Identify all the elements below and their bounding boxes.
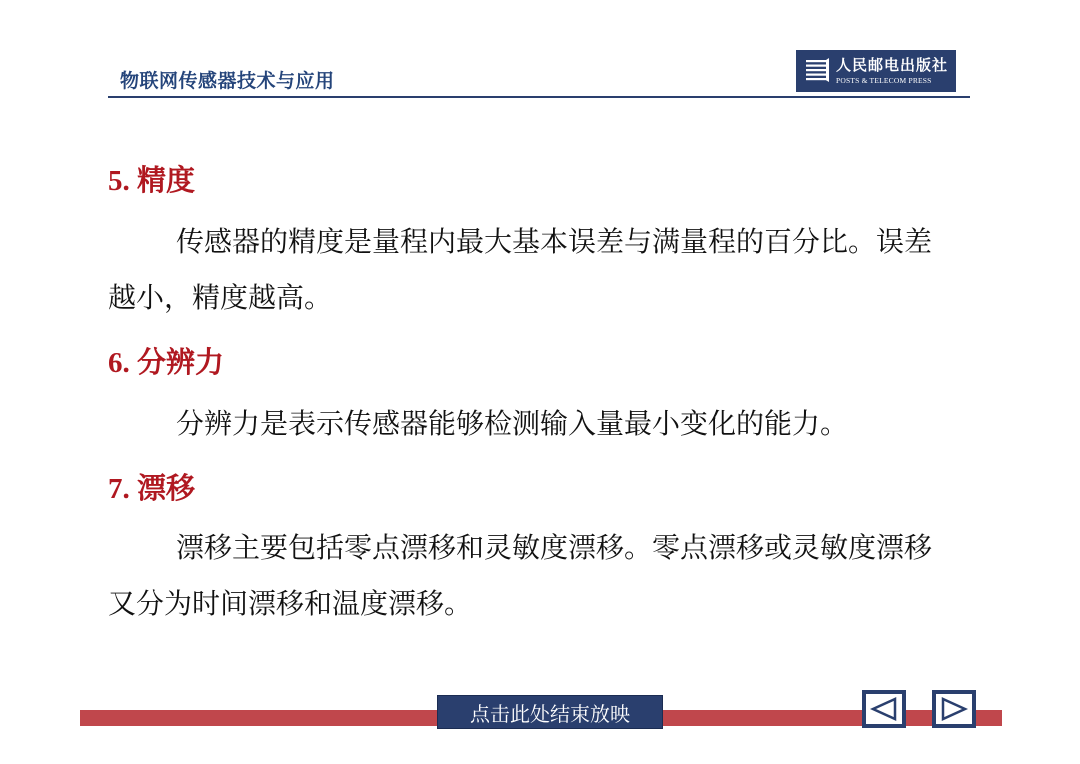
section-paragraph-drift: 漂移主要包括零点漂移和灵敏度漂移。零点漂移或灵敏度漂移又分为时间漂移和温度漂移。	[108, 531, 933, 620]
triangle-left-icon	[869, 697, 899, 721]
previous-slide-button[interactable]	[862, 690, 906, 728]
publisher-logo	[796, 50, 956, 92]
section-paragraph-precision: 传感器的精度是量程内最大基本误差与满量程的百分比。误差越小，精度越高。	[108, 225, 933, 314]
course-title: 物联网传感器技术与应用	[120, 70, 335, 92]
section-paragraph-resolution: 分辨力是表示传感器能够检测输入量最小变化的能力。	[176, 407, 849, 440]
end-slideshow-button[interactable]: 点击此处结束放映	[437, 695, 663, 729]
section-heading-drift: 7. 漂移	[108, 473, 196, 505]
publisher-emblem-icon	[804, 57, 830, 85]
section-heading-precision: 5. 精度	[108, 165, 196, 197]
next-slide-button[interactable]	[932, 690, 976, 728]
publisher-name-en: POSTS & TELECOM PRESS	[836, 75, 932, 85]
section-heading-resolution: 6. 分辨力	[108, 347, 225, 379]
header-divider	[108, 96, 970, 98]
triangle-right-icon	[939, 697, 969, 721]
publisher-name-cn: 人民邮电出版社	[836, 55, 949, 74]
